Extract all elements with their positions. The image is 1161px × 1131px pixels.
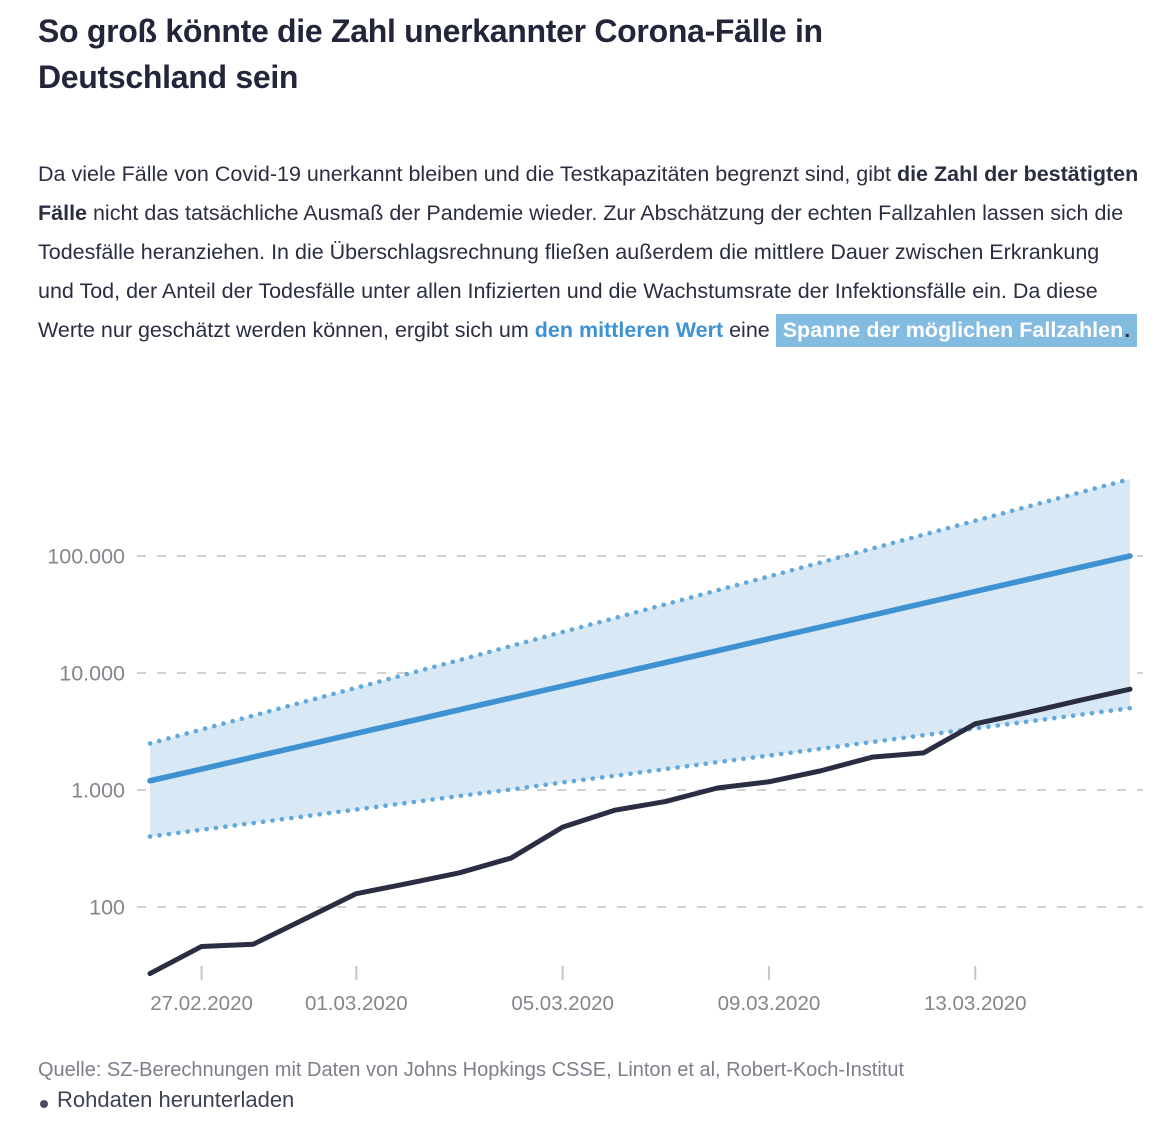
intro-segment: die Zahl der bestätigten Fälle — [38, 162, 1139, 225]
x-axis-tick-label: 27.02.2020 — [150, 992, 253, 1015]
y-axis-tick-label: 100 — [89, 895, 125, 920]
page-title-line-2: Deutschland sein — [38, 59, 299, 95]
download-raw-data-link[interactable] — [40, 1087, 294, 1119]
page-title-line-1: So groß könnte die Zahl unerkannter Corona-Fälle in — [38, 13, 823, 49]
source-note: Quelle: SZ-Berechnungen mit Daten von Johns Hopkings CSSE, Linton et al, Robert-Koch-Institut — [38, 1059, 905, 1081]
intro-segment: Da viele Fälle von Covid-19 unerkannt bleiben und die Testkapazitäten begrenzt sind, gibt — [38, 162, 897, 186]
x-axis-tick-label: 01.03.2020 — [305, 992, 408, 1015]
bullet-icon — [40, 1100, 48, 1108]
download-link-label: Rohdaten herunterladen — [57, 1087, 295, 1112]
y-axis-tick-label: 10.000 — [59, 661, 125, 686]
intro-segment: den mittleren Wert — [534, 318, 724, 342]
intro-segment: . — [1124, 314, 1137, 347]
y-axis-tick-label: 1.000 — [71, 778, 125, 803]
uncertainty-band — [150, 479, 1130, 837]
x-axis-tick-label: 09.03.2020 — [717, 992, 821, 1015]
x-axis-tick-label: 05.03.2020 — [511, 992, 614, 1015]
intro-segment: Spanne der möglichen Fallzahlen — [776, 314, 1124, 347]
y-axis-tick-label: 100.000 — [47, 544, 125, 569]
intro-segment: nicht das tatsächliche Ausmaß der Pandemie wieder. Zur Abschätzung der echten Fallzahlen lassen sich die Todesfälle heranziehen. In die Überschlagsrechnung fließen außerdem die mittlere Dauer zwischen Erkrankung und Tod, der Anteil der Todesfälle unter allen Infizierten und die Wachstumsrate der Infektionsfälle ein. Da diese Werte nur geschätzt werden können, ergibt sich um — [38, 201, 1124, 342]
intro-segment: eine — [723, 318, 776, 342]
x-axis-tick-label: 13.03.2020 — [923, 992, 1027, 1015]
